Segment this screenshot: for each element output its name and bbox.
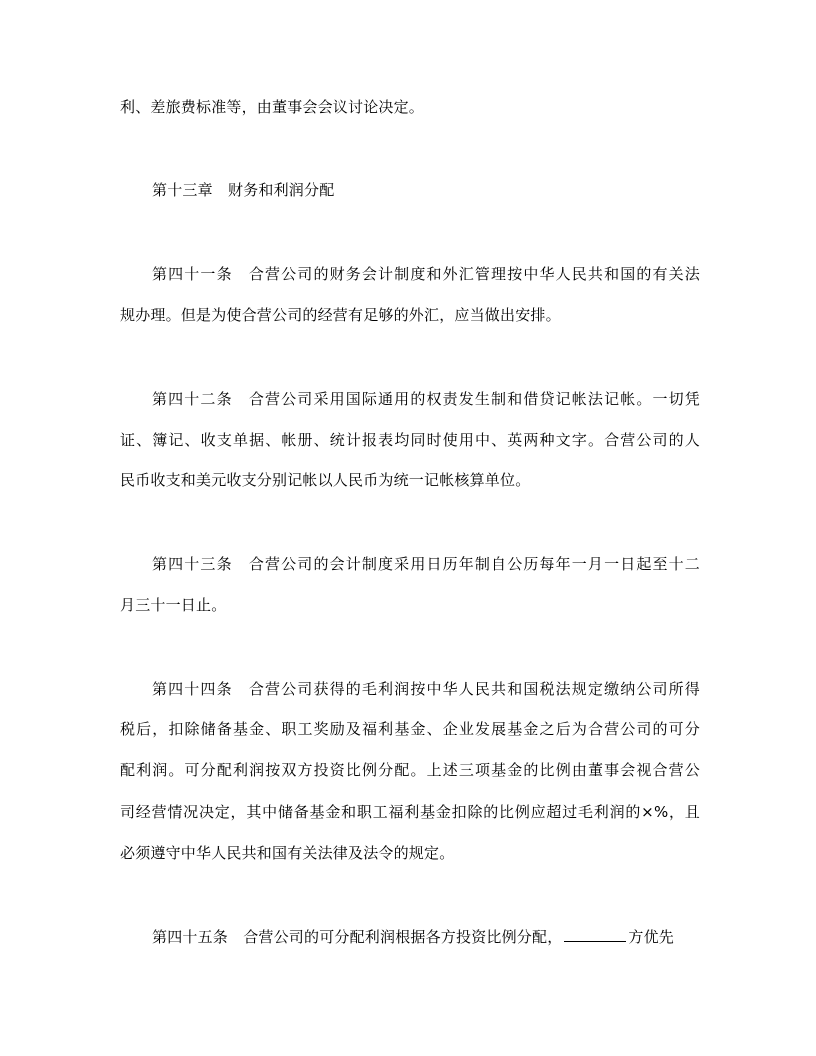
article-44-line-1: 第四十四条 合营公司获得的毛利润按中华人民共和国税法规定缴纳公司所得 (152, 680, 700, 698)
article-45-line-1 (152, 927, 700, 947)
article-44-line-4: 司经营情况决定，其中储备基金和职工福利基金扣除的比例应超过毛利润的×%，且 (120, 803, 700, 821)
paragraph-line: 利、差旅费标准等，由董事会会议讨论决定。 (120, 98, 425, 116)
fill-in-blank (564, 927, 626, 942)
article-42-line-3: 民币收支和美元收支分别记帐以人民币为统一记帐核算单位。 (120, 471, 531, 489)
article-43-line-1: 第四十三条 合营公司的会计制度采用日历年制自公历每年一月一日起至十二 (152, 555, 700, 573)
chapter-heading: 第十三章 财务和利润分配 (152, 181, 335, 199)
article-44-line-3: 配利润。可分配利润按双方投资比例分配。上述三项基金的比例由董事会视合营公 (120, 761, 700, 779)
article-41-line-2: 规办理。但是为使合营公司的经营有足够的外汇，应当做出安排。 (120, 306, 561, 324)
article-42-line-1: 第四十二条 合营公司采用国际通用的权责发生制和借贷记帐法记帐。一切凭 (152, 390, 700, 408)
article-43-line-2: 月三十一日止。 (120, 596, 227, 614)
article-44-line-5: 必须遵守中华人民共和国有关法律及法令的规定。 (120, 844, 455, 862)
article-41-line-1: 第四十一条 合营公司的财务会计制度和外汇管理按中华人民共和国的有关法 (152, 265, 700, 283)
article-45-text: 第四十五条 合营公司的可分配利润根据各方投资比例分配， (152, 928, 563, 946)
article-45-text-end: 方优先 (628, 928, 675, 946)
article-44-line-2: 税后，扣除储备基金、职工奖励及福利基金、企业发展基金之后为合营公司的可分 (120, 720, 700, 738)
article-42-line-2: 证、簿记、收支单据、帐册、统计报表均同时使用中、英两种文字。合营公司的人 (120, 431, 700, 449)
